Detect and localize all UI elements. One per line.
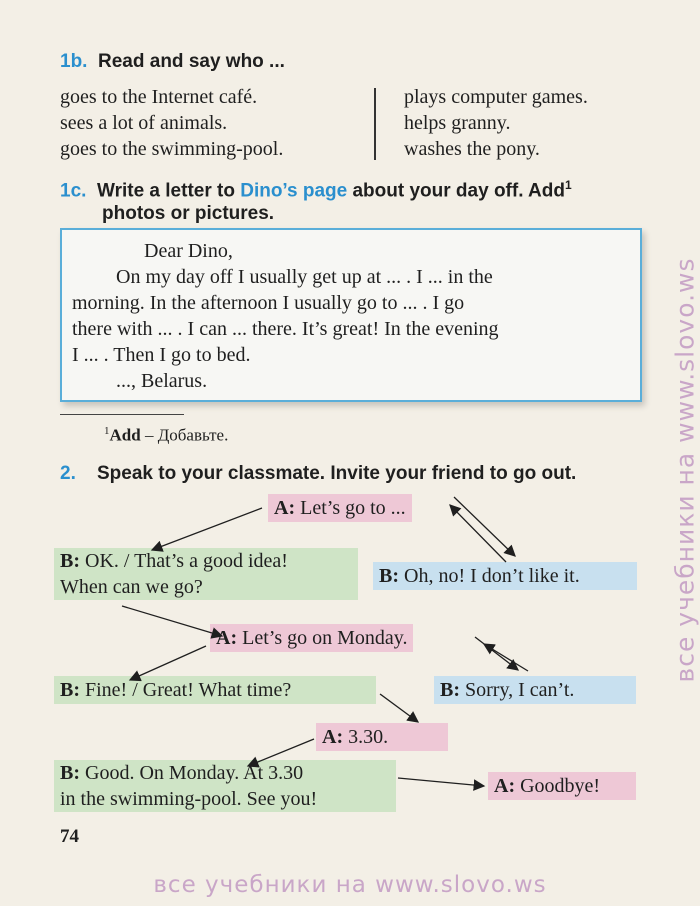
speaker-label: A: [322,726,344,748]
arrow [122,606,222,636]
exercise-1b-left-1: goes to the Internet café. [60,86,258,108]
letter-line: there with ... . I can ... there. It’s great! In the evening [72,318,499,340]
arrow [130,646,206,680]
letter-greeting: Dear Dino, [144,240,233,262]
footnote-number: 1 [104,425,110,437]
dialog-text: When can we go? [60,576,203,598]
letter-line: morning. In the afternoon I usually go to ... . I go [72,292,465,314]
letter-line: I ... . Then I go to bed. [72,344,251,366]
exercise-2-number: 2. [60,463,76,484]
speaker-label: A: [494,775,516,797]
exercise-1b-right-3: washes the pony. [404,138,540,160]
exercise-1b-left-2: sees a lot of animals. [60,112,228,134]
speaker-label: B: [60,679,80,701]
dialog-text: Let’s go on Monday. [237,627,408,649]
dialog-text: Goodbye! [515,775,601,797]
exercise-1c-number: 1c. [60,180,87,202]
arrow [450,505,506,562]
letter-signature: ..., Belarus. [116,370,208,392]
footnote-translation: – Добавьте. [140,425,229,445]
exercise-1c-title-line2: photos or pictures. [102,203,275,224]
watermark-side: все учебники на www.slovo.ws [670,257,700,683]
speaker-label: B: [440,679,460,701]
speaker-label: A: [216,627,238,649]
exercise-1b-number: 1b. [60,51,88,72]
speaker-label: A: [274,497,296,519]
exercise-1b-right-2: helps granny. [404,112,511,134]
dialog-text: 3.30. [343,726,389,748]
arrow [454,497,515,556]
dialog-text: OK. / That’s a good idea! [80,550,288,572]
speaker-label: B: [60,762,80,784]
speaker-label: B: [60,550,80,572]
arrow [152,508,262,550]
exercise-2-title: Speak to your classmate. Invite your friend to go out. [96,463,577,484]
exercise-1c-title-part1: Write a letter to [96,180,241,202]
arrow [398,778,484,786]
letter-line: On my day off I usually get up at ... . I ... in the [116,266,493,288]
dialog-text: Fine! / Great! What time? [80,679,292,701]
exercise-1c-title-part2: about your day off. Add [347,180,565,202]
footnote-marker: 1 [565,178,572,192]
page-number: 74 [60,826,79,847]
dialog-text: Oh, no! I don’t like it. [399,565,580,587]
arrow [484,644,528,671]
arrow [380,694,418,722]
exercise-1b-title: Read and say who ... [98,51,285,72]
dialog-text: Sorry, I can’t. [460,679,575,701]
exercise-1b-right-1: plays computer games. [404,86,588,108]
watermark-bottom: все учебники на www.slovo.ws [153,872,547,898]
dialog-text: in the swimming-pool. See you! [60,788,318,810]
arrow [248,739,314,766]
exercise-1b-left-3: goes to the swimming-pool. [60,138,284,160]
dialog-text: Good. On Monday. At 3.30 [80,762,304,784]
arrow [475,637,518,670]
footnote-word: Add [109,425,141,445]
dino-page-link: Dino’s page [240,180,348,202]
dialog-text: Let’s go to ... [295,497,406,519]
speaker-label: B: [379,565,399,587]
